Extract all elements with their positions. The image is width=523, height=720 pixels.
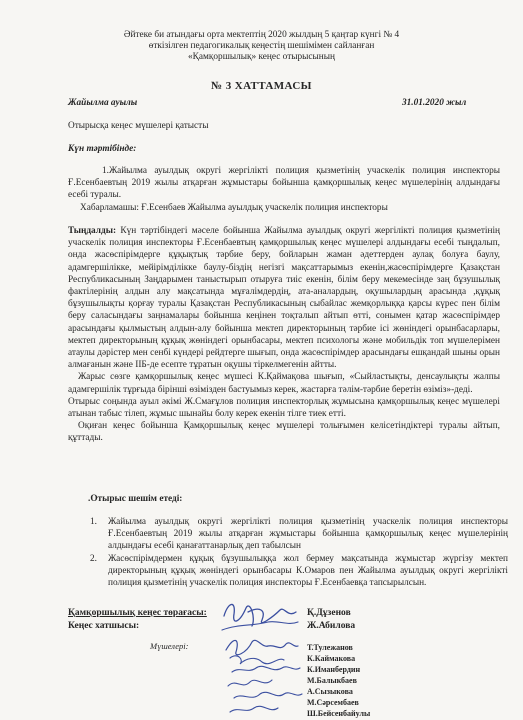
heard-text-1: Күн тәртібіндегі мәселе бойынша Жайылма ауылдық округі жергілікті полиция қызметінің учаскелік полиция инспекторы Ғ.Есенбаевтың қамқоршылық кеңес мүшелері алдындағы есебі тыңдалып, онда жасөспірімдерге құқықтық тәрбие беру, бойларын жаман әдеттерден аулақ болуға баулу, адамгершілікке, мейірімділікке баулу-біздің негізгі мақсаттарымыз екенін,жасөспірімдерге Қазақстан Республикасының Заңдарымен таныстырып отыруға тиіс екенін, білім беру мекемесінде заң бұзушылық фактілерінің алдын алу мақсатында мұғалімдердің, ата-аналардың, оқушылардың арасында ,құқық бұзушылықты қорғау туралы Қазақстан Республикасының сыбайлас жемқорлыққа қарсы күрес пен білім беру саласындағы заңнамалары бойынша кеңінен тоқталып айтып өтті, сонымен қатар жасөспірімдер арасындағы қылмыстың алдын-алу бойынша мектеп директорының тәрбие ісі жөніндегі орынбасарлары, мектеп директорының құқық жөніндегі орынбасары, мектеп психологы және мобильдік топ мүшелерімен атаулы дәрістер мен сенбі күндері рейдтерге шығып, онда жасөспірімдер арасындағы ешқандай шыны орын алмағанын және ІІБ-де есепте тұратын оқушы тіркелмегенін айтты.	[68, 226, 500, 371]
decision-item	[68, 553, 508, 590]
decision-number: 2.	[90, 553, 97, 564]
member-name: М.Сәрсембаев	[307, 698, 359, 707]
member-name: А.Сызыкова	[307, 687, 353, 696]
heard-paragraph-1	[68, 225, 500, 371]
agenda-speaker	[80, 202, 388, 214]
heard-paragraph-3: Отырыс соңында ауыл әкімі Ж.Смағұлов полиция инспекторлық жұмысына қамқоршылық кеңес мүшелері атынан табыс тілеп, жұмыс шынайы болу керек екенін тілге тиек етті.	[68, 396, 500, 420]
agenda-heading: Күн тәртібінде:	[68, 144, 137, 154]
member-name: Т.Тулежанов	[307, 643, 353, 652]
member-name: К.Каймакова	[307, 654, 356, 663]
secretary-name: Ж.Абилова	[307, 621, 356, 631]
decision-text: Жайылма ауылдық округі жергілікті полиция қызметінің учаскелік полиция инспекторы Ғ.Есенбаевтың 2019 жылы атқарған жұмыстары бойынша қамқоршылық кеңес мүшелерінің алдындағы есебі қанағаттанарлық деп табылсын	[108, 517, 508, 552]
decision-text: Жасөспірімдермен құқық бұзушылыққа жол бермеу мақсатында жұмыстар жүргізу мектеп директорының құқық жөніндегі орынбасары К.Омаров пен Жайылма ауылдық округі жергілікті полиция қызметінің учаскелік полиция инспекторы Ғ.Есенбаевқа тапсырылсын.	[108, 553, 508, 589]
members-list	[307, 642, 370, 719]
chair-label: Қамқоршылық кеңес төрағасы:	[68, 608, 207, 618]
members-label: Мүшелері:	[150, 641, 189, 651]
heard-label: Тыңдалды:	[68, 226, 117, 236]
decision-item	[68, 516, 508, 553]
attendance-note: Отырысқа кеңес мүшелері қатысты	[68, 121, 209, 131]
heard-paragraph-2: Жарыс сөзге қамқоршылық кеңес мүшесі К.Қаймақова шығып, «Сыйластықты, денсаулықты жалпы адамгершілік тұрғыда бірінші өзімізден бастуымыз керек, жастарға тәлім-тәрбие беретін өзіміз»-деді.	[68, 372, 500, 395]
document-title: № 3 ХАТТАМАСЫ	[211, 80, 312, 92]
secretary-label: Кеңес хатшысы:	[68, 621, 140, 631]
member-name: М.Балыкбаев	[307, 676, 357, 685]
decision-heading: .Отырыс шешім етеді:	[88, 494, 183, 504]
member-signatures	[222, 650, 307, 720]
date: 31.01.2020 жыл	[402, 98, 467, 108]
header-line-1: Әйтеке би атындағы орта мектептің 2020 жылдың 5 қаңтар күнгі № 4	[123, 30, 400, 40]
agenda-item: 1.Жайылма ауылдық округі жергілікті полиция қызметінің учаскелік полиция инспекторы Ғ.Есенбаевтың 2019 жылы атқарған жұмыстары бойынша қамқоршылық кеңес мүшелерінің алдындағы есебі туралы.	[68, 166, 500, 201]
chair-name: Қ.Дұзенов	[307, 608, 351, 618]
heard-paragraph-4: Оқиған кеңес бойынша Қамқоршылық кеңес мүшелері толығымен келісетіндіктері туралы айтып, құттады.	[68, 421, 500, 444]
header-line-3: «Қамқоршылық» кеңес отырысының	[188, 52, 335, 62]
header-line-2: өткізілген педагогикалық кеңестің шешімімен сайланған	[148, 41, 375, 51]
member-name: Ш.Бейсенбайулы	[307, 709, 371, 718]
heard-section	[68, 225, 500, 445]
decision-list	[68, 516, 508, 589]
place: Жайылма ауылы	[68, 98, 138, 108]
speaker-label: Хабарламашы:	[80, 203, 139, 213]
speaker-name: Ғ.Есенбаев Жайылма ауылдық учаскелік полиция инспекторы	[141, 203, 388, 213]
decision-number: 1.	[90, 517, 97, 527]
member-name: К.Иманбердин	[307, 665, 361, 674]
